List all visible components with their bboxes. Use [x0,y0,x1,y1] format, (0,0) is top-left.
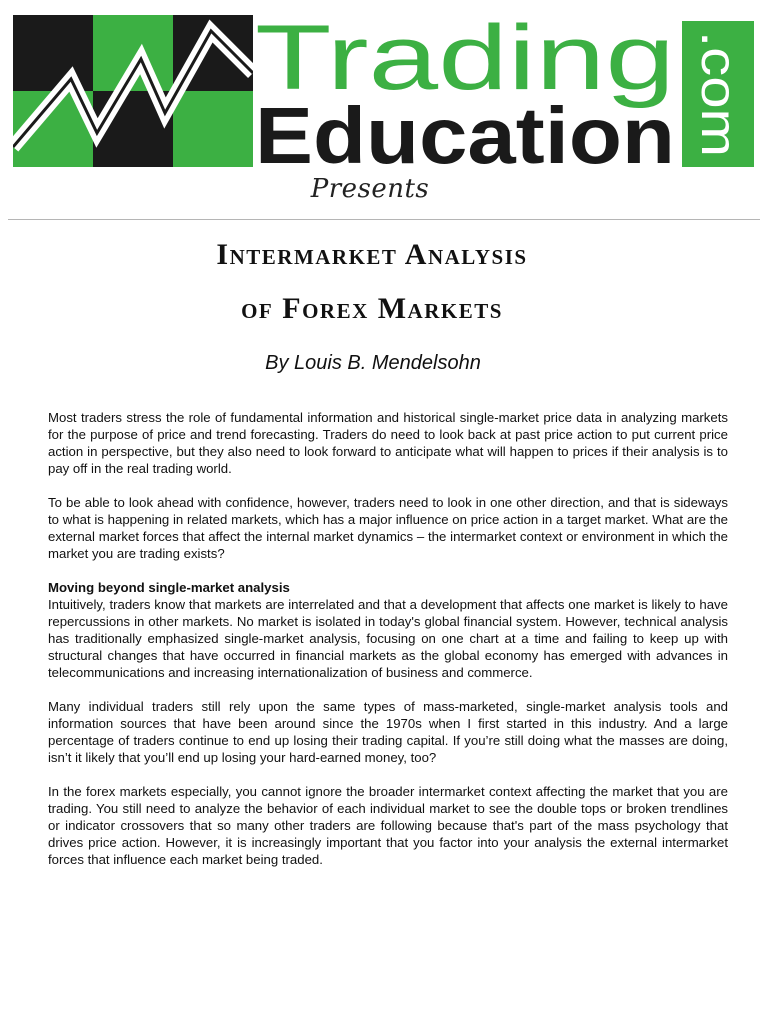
article-body [48,409,728,885]
paragraph-3: Intuitively, traders know that markets are interrelated and that a development that affects one market is likely to have repercussions in other markets. No market is isolated in today's global financial system. However, technical analysis has traditionally emphasized single-market analysis, focusing on one chart at a time and failing to keep up with structural changes that have occurred in financial markets as the global economy has emerged with advances in telecommunications and increasing internationalization of business and commerce. [48,597,728,680]
paragraph-1: Most traders stress the role of fundamental information and historical single-market price data in analyzing markets for the purpose of price and trend forecasting. Traders do need to look back at past price action to put current price action in perspective, but they also need to look forward to anticipate what will happen to prices if their analysis is to pay off in the real trading world. [48,410,728,476]
author-byline: By Louis B. Mendelsohn [265,352,481,374]
logo-word-trading: Trading [255,15,675,109]
logo-suffix-com: .com [691,31,747,140]
chart-logo-icon [13,15,253,167]
logo-word-education: Education [255,91,675,167]
site-logo[interactable] [13,15,755,167]
document-title-line-1: Intermarket Analysis [216,238,528,271]
section-heading: Moving beyond single-market analysis [48,580,290,595]
logo-wordmark [251,15,681,167]
paragraph-5: In the forex markets especially, you cannot ignore the broader intermarket context affecting the market that you are trading. You still need to analyze the behavior of each individual market to see the double tops or broken trendlines or indicator crossovers that so many other traders are following because that's part of the mass psychology that drives price action. However, it is increasingly important that you factor into your analysis the external intermarket forces that influence each market being traded. [48,784,728,867]
paragraph-2: To be able to look ahead with confidence, however, traders need to look in one other direction, and that is sideways to what is happening in related markets, which has a major influence on price action in a target market. What are the external market forces that affect the internal market dynamics – the intermarket context or environment in which the market you are trading exists? [48,495,728,561]
paragraph-4: Many individual traders still rely upon the same types of mass-marketed, single-market analysis tools and information sources that have been around since the 1970s when I first started in this industry. And a large percentage of traders continue to end up losing their trading capital. If you’re still doing what the masses are doing, isn’t it likely that you’ll end up losing your hard-earned money, too? [48,699,728,765]
document-title-line-2: of Forex Markets [241,292,503,325]
presents-label: Presents [310,174,430,204]
header-divider [8,219,760,220]
section-moving-beyond [48,579,728,681]
logo-com-badge [682,21,754,167]
